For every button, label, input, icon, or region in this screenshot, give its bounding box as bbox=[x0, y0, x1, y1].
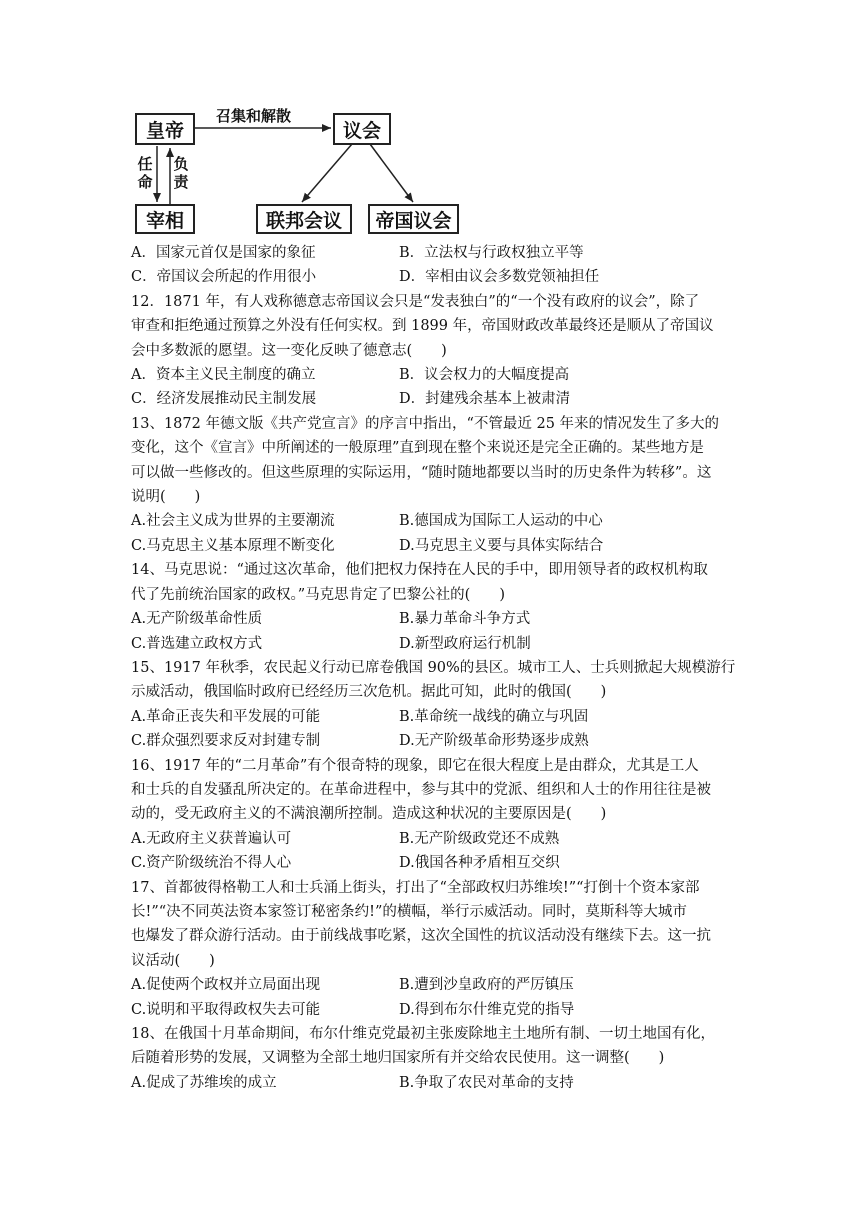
q15-option-a: A.革命正丧失和平发展的可能 bbox=[131, 708, 321, 725]
q11-options-row1 bbox=[131, 241, 731, 265]
q16-option-a: A.无政府主义获普遍认可 bbox=[131, 830, 292, 847]
q18-options-row1 bbox=[131, 1071, 731, 1095]
q15-options-row2 bbox=[131, 729, 731, 753]
q13-option-d: D.马克思主义要与具体实际结合 bbox=[399, 537, 604, 554]
emperor-box: 皇帝 bbox=[135, 113, 195, 145]
q15-option-c: C.群众强烈要求反对封建专制 bbox=[131, 733, 321, 750]
q14-stem-line: 14、马克思说：“通过这次革命，他们把权力保持在人民的手中，即用领导者的政权机构取 bbox=[131, 562, 708, 579]
q17-options-row2 bbox=[131, 998, 731, 1022]
q16-option-d: D.俄国各种矛盾相互交织 bbox=[399, 855, 560, 872]
q18-option-b: B.争取了农民对革命的支持 bbox=[399, 1074, 574, 1091]
q12-stem-line: 审查和拒绝通过预算之外没有任何实权。到 1899 年，帝国财政改革最终还是顺从了帝国议 bbox=[131, 318, 714, 335]
q13-stem-line: 变化，这个《宣言》中所阐述的一般原理”直到现在整个来说还是完全正确的。某些地方是 bbox=[131, 440, 704, 457]
q11-option-a: A．国家元首仅是国家的象征 bbox=[131, 245, 316, 261]
q13-options-row1 bbox=[131, 509, 731, 533]
q15-stem-line: 15、1917 年秋季，农民起义行动已席卷俄国 90%的县区。城市工人、士兵则掀起大规模游行 bbox=[131, 659, 736, 676]
q12-options-row1 bbox=[131, 363, 731, 387]
q18-stem-line: 后随着形势的发展，又调整为全部土地归国家所有并交给农民使用。这一调整( ) bbox=[131, 1050, 665, 1067]
q12-option-c: C．经济发展推动民主制发展 bbox=[131, 391, 317, 408]
q15-option-d: D.无产阶级革命形势逐步成熟 bbox=[399, 733, 589, 750]
government-structure-diagram bbox=[0, 0, 860, 240]
q13-option-c: C.马克思主义基本原理不断变化 bbox=[131, 537, 335, 554]
appoint-label: 任命 bbox=[137, 155, 153, 191]
q12-options-row2 bbox=[131, 387, 731, 411]
q16-stem-line: 动的，受无政府主义的不满浪潮所控制。造成这种状况的主要原因是( ) bbox=[131, 806, 607, 823]
q12-stem-line: 12．1871 年，有人戏称德意志帝国议会只是“发表独白”的“一个没有政府的议会”，除了 bbox=[131, 293, 700, 310]
q13-option-b: B.德国成为国际工人运动的中心 bbox=[399, 513, 603, 530]
q14-option-b: B.暴力革命斗争方式 bbox=[399, 611, 531, 628]
q13-stem-line: 可以做一些修改的。但这些原理的实际运用，“随时随地都要以当时的历史条件为转移”。这 bbox=[131, 464, 712, 481]
imperial-diet-box: 帝国议会 bbox=[368, 204, 459, 234]
q11-option-c: C．帝国议会所起的作用很小 bbox=[131, 269, 317, 286]
responsible-label: 负责 bbox=[173, 155, 189, 191]
q14-option-d: D.新型政府运行机制 bbox=[399, 635, 531, 652]
q13-stem-line: 说明( ) bbox=[131, 489, 201, 506]
federal-council-arrow bbox=[302, 144, 352, 202]
q11-option-d: D．宰相由议会多数党领袖担任 bbox=[399, 269, 600, 286]
parliament-box: 议会 bbox=[333, 113, 391, 145]
q17-stem-line: 议活动( ) bbox=[131, 952, 215, 969]
q14-options-row1 bbox=[131, 607, 731, 631]
q16-options-row2 bbox=[131, 851, 731, 875]
q15-stem-line: 示威活动，俄国临时政府已经经历三次危机。据此可知，此时的俄国( ) bbox=[131, 684, 607, 701]
federal-council-box: 联邦会议 bbox=[256, 204, 352, 234]
q17-options-row1 bbox=[131, 973, 731, 997]
q11-options-row2 bbox=[131, 265, 731, 289]
q17-stem-line: 17、首都彼得格勒工人和士兵涌上街头，打出了“全部政权归苏维埃!”“打倒十个资本家部 bbox=[131, 879, 700, 896]
q12-option-b: B．议会权力的大幅度提高 bbox=[399, 367, 570, 384]
q14-option-a: A.无产阶级革命性质 bbox=[131, 611, 263, 628]
q12-option-d: D．封建残余基本上被肃清 bbox=[399, 391, 571, 408]
q13-stem-line: 13、1872 年德文版《共产党宣言》的序言中指出，“不管最近 25 年来的情况发生了多大的 bbox=[131, 415, 720, 432]
q16-option-b: B.无产阶级政党还不成熟 bbox=[399, 830, 560, 847]
q17-option-d: D.得到布尔什维克党的指导 bbox=[399, 1001, 575, 1018]
q16-stem-line: 16、1917 年的“二月革命”有个很奇特的现象，即它在很大程度上是由群众，尤其是工人 bbox=[131, 757, 699, 774]
q17-option-c: C.说明和平取得政权失去可能 bbox=[131, 1001, 321, 1018]
q17-stem-line: 长!”“决不同英法资本家签订秘密条约!”的横幅，举行示威活动。同时，莫斯科等大城市 bbox=[131, 903, 687, 920]
q16-option-c: C.资产阶级统治不得人心 bbox=[131, 855, 292, 872]
q14-option-c: C.普选建立政权方式 bbox=[131, 635, 263, 652]
q13-option-a: A.社会主义成为世界的主要潮流 bbox=[131, 513, 335, 530]
q14-stem-line: 代了先前统治国家的政权。”马克思肯定了巴黎公社的( ) bbox=[131, 586, 505, 603]
q17-option-b: B.遭到沙皇政府的严厉镇压 bbox=[399, 977, 574, 994]
chancellor-box: 宰相 bbox=[135, 204, 195, 234]
q12-stem-line: 会中多数派的愿望。这一变化反映了德意志( ) bbox=[131, 342, 447, 359]
q11-option-b: B．立法权与行政权独立平等 bbox=[399, 245, 584, 261]
q14-options-row2 bbox=[131, 632, 731, 656]
question-content bbox=[131, 241, 736, 1095]
q17-option-a: A.促使两个政权并立局面出现 bbox=[131, 977, 321, 994]
q16-options-row1 bbox=[131, 827, 731, 851]
convene-dissolve-label: 召集和解散 bbox=[216, 107, 292, 125]
imperial-diet-arrow bbox=[370, 144, 413, 202]
q18-stem-line: 18、在俄国十月革命期间，布尔什维克党最初主张废除地主土地所有制、一切土地国有化， bbox=[131, 1026, 715, 1042]
q13-options-row2 bbox=[131, 534, 731, 558]
q15-option-b: B.革命统一战线的确立与巩固 bbox=[399, 708, 589, 725]
q15-options-row1 bbox=[131, 705, 731, 729]
q16-stem-line: 和士兵的自发骚乱所决定的。在革命进程中，参与其中的党派、组织和人士的作用往往是被 bbox=[131, 781, 711, 798]
q12-option-a: A．资本主义民主制度的确立 bbox=[131, 367, 316, 384]
q17-stem-line: 也爆发了群众游行活动。由于前线战事吃紧，这次全国性的抗议活动没有继续下去。这一抗 bbox=[131, 928, 711, 945]
q18-option-a: A.促成了苏维埃的成立 bbox=[131, 1074, 277, 1091]
